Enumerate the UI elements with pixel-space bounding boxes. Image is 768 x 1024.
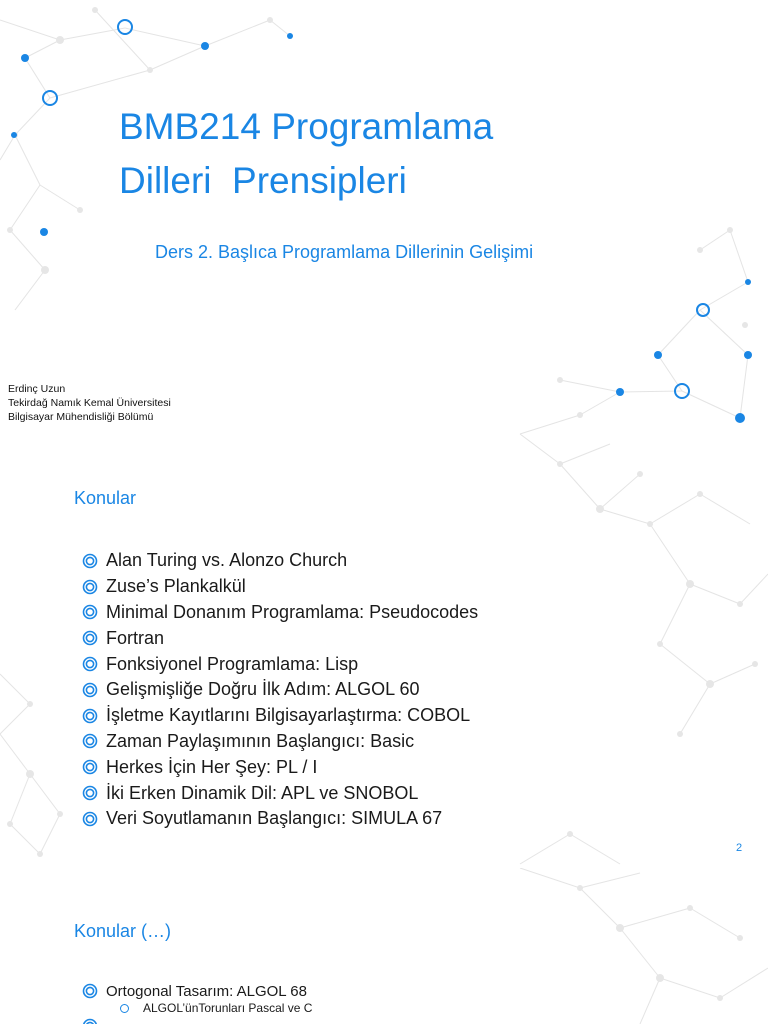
ring-bullet-icon [82,579,106,595]
list-item-text: Alan Turing vs. Alonzo Church [106,550,348,571]
list-item-text: Zaman Paylaşımının Başlangıcı: Basic [106,730,415,751]
list-item [82,729,478,755]
list-item [82,574,478,600]
ring-bullet-icon [82,759,106,775]
title-line-1: BMB214 Programlama [119,106,494,147]
sub-list-item-text: ALGOL’ünTorunları Pascal ve C [143,1001,313,1015]
list-item-text: Veri Soyutlamanın Başlangıcı: SIMULA 67 [106,808,443,829]
ring-bullet-icon [82,811,106,827]
topics-continued-slide [0,868,768,1024]
list-item [82,651,478,677]
list-item [82,600,478,626]
topics-list [82,980,307,1002]
list-item-text: Fonksiyonel Programlama: Lisp [106,653,359,674]
list-item [82,806,478,832]
list-item [82,980,307,1002]
section-heading: Konular (…) [74,921,172,941]
list-item [82,780,478,806]
topics-list [82,548,478,832]
list-item [82,703,478,729]
ring-bullet-icon [82,785,106,801]
section-heading: Konular [74,488,137,508]
sub-list-item [120,1000,312,1016]
author-name: Erdinç Uzun [8,383,66,395]
ring-bullet-icon [82,553,106,569]
list-item-text: Herkes İçin Her Şey: PL / I [106,756,318,777]
author-info [8,382,171,424]
title-slide [0,0,768,434]
list-item-text: Ortogonal Tasarım: ALGOL 68 [106,982,307,1000]
topics-slide [0,434,768,868]
list-item-text: Zuse’s Plankalkül [106,576,246,597]
ring-bullet-icon [82,682,106,698]
list-item [82,548,478,574]
list-item [82,754,478,780]
ring-bullet-icon [82,630,106,646]
list-item-text: Gelişmişliğe Doğru İlk Adım: ALGOL 60 [106,679,420,700]
page-number: 2 [736,842,743,854]
ring-bullet-icon [82,1018,106,1024]
list-item [82,677,478,703]
network-decoration-top-left [0,0,768,434]
list-item-text: Minimal Donanım Programlama: Pseudocodes [106,601,479,622]
ring-bullet-icon [82,733,106,749]
list-item-text: İşletme Kayıtlarını Bilgisayarlaştırma: COBOL [106,705,471,726]
ring-bullet-icon [82,604,106,620]
author-department: Bilgisayar Mühendisliği Bölümü [8,411,154,423]
circle-bullet-icon [120,1004,129,1013]
presentation-title [119,100,493,208]
ring-bullet-icon [82,656,106,672]
ring-bullet-icon [82,983,106,999]
ring-bullet-icon [82,708,106,724]
cut-off-list-item [82,1018,106,1024]
title-line-2: Dilleri Prensipleri [119,160,407,201]
list-item-text: İki Erken Dinamik Dil: APL ve SNOBOL [106,782,419,803]
sub-topics-list [120,1000,312,1016]
list-item-text: Fortran [106,627,165,648]
presentation-subtitle: Ders 2. Başlıca Programlama Dillerinin Gelişimi [155,242,534,262]
author-university: Tekirdağ Namık Kemal Üniversitesi [8,397,171,409]
list-item [82,625,478,651]
